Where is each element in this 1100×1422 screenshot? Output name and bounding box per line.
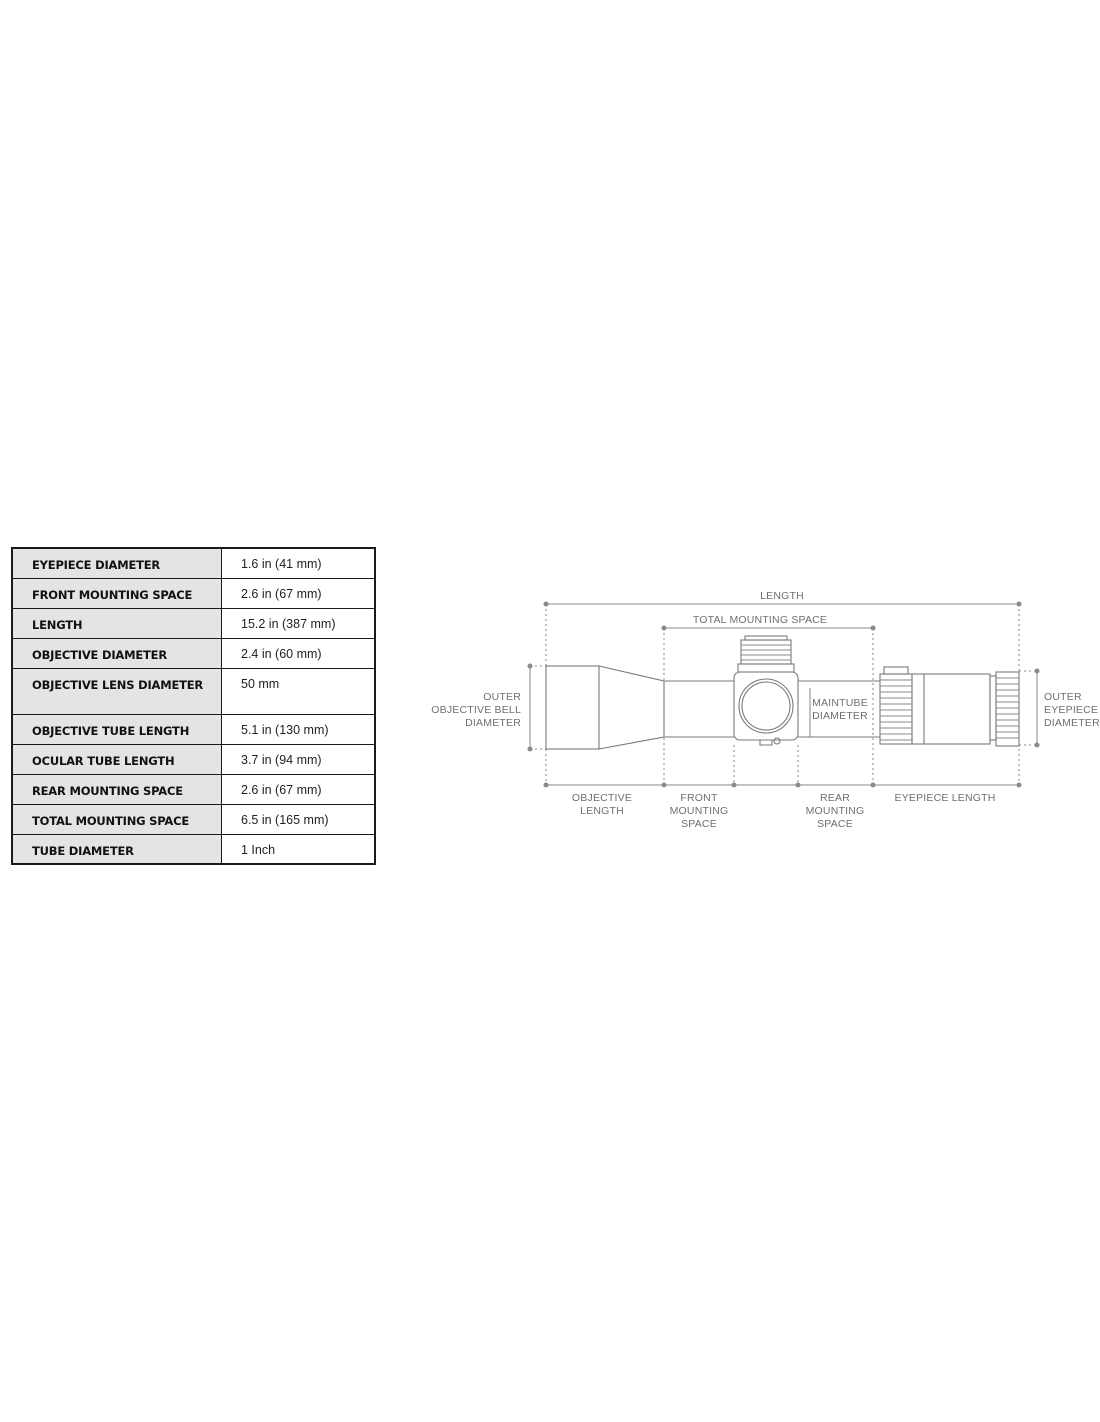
spec-label: TUBE DIAMETER bbox=[12, 834, 222, 864]
spec-row bbox=[12, 774, 375, 804]
total-mounting-space-label: TOTAL MOUNTING SPACE bbox=[692, 614, 828, 626]
svg-text:OBJECTIVE: OBJECTIVE bbox=[571, 792, 633, 804]
spec-label: EYEPIECE DIAMETER bbox=[12, 548, 222, 578]
svg-text:EYEPIECE: EYEPIECE bbox=[1044, 704, 1099, 716]
front-mounting-space-label bbox=[670, 792, 729, 830]
svg-text:SPACE: SPACE bbox=[817, 818, 853, 830]
spec-row bbox=[12, 834, 375, 864]
svg-text:FRONT: FRONT bbox=[680, 792, 718, 804]
eyepiece-length-label: EYEPIECE LENGTH bbox=[894, 792, 996, 804]
svg-text:OUTER: OUTER bbox=[1044, 691, 1082, 703]
spec-label: OBJECTIVE DIAMETER bbox=[12, 638, 222, 668]
spec-value: 1.6 in (41 mm) bbox=[222, 548, 376, 578]
svg-text:REAR: REAR bbox=[820, 792, 850, 804]
spec-label: TOTAL MOUNTING SPACE bbox=[12, 804, 222, 834]
spec-value: 6.5 in (165 mm) bbox=[222, 804, 376, 834]
spec-value: 3.7 in (94 mm) bbox=[222, 744, 376, 774]
spec-label: FRONT MOUNTING SPACE bbox=[12, 578, 222, 608]
scope-outline bbox=[546, 636, 1019, 749]
spec-label: OCULAR TUBE LENGTH bbox=[12, 744, 222, 774]
spec-row bbox=[12, 578, 375, 608]
spec-row bbox=[12, 668, 375, 714]
svg-text:DIAMETER: DIAMETER bbox=[812, 710, 868, 722]
spec-label: OBJECTIVE LENS DIAMETER bbox=[12, 668, 222, 714]
spec-row bbox=[12, 548, 375, 578]
spec-value: 2.6 in (67 mm) bbox=[222, 774, 376, 804]
svg-text:MOUNTING: MOUNTING bbox=[805, 805, 865, 817]
spec-label: OBJECTIVE TUBE LENGTH bbox=[12, 714, 222, 744]
spec-row bbox=[12, 638, 375, 668]
rear-mounting-space-label bbox=[806, 792, 865, 830]
length-label: LENGTH bbox=[760, 590, 804, 602]
spec-row bbox=[12, 744, 375, 774]
dimension-lines bbox=[530, 604, 1037, 785]
svg-text:MAINTUBE: MAINTUBE bbox=[812, 697, 868, 709]
spec-label: REAR MOUNTING SPACE bbox=[12, 774, 222, 804]
svg-text:DIAMETER: DIAMETER bbox=[465, 717, 521, 729]
spec-value: 5.1 in (130 mm) bbox=[222, 714, 376, 744]
svg-text:DIAMETER: DIAMETER bbox=[1044, 717, 1100, 729]
spec-table bbox=[11, 547, 376, 865]
spec-value: 50 mm bbox=[222, 668, 376, 714]
spec-row bbox=[12, 714, 375, 744]
spec-value: 1 Inch bbox=[222, 834, 376, 864]
spec-value: 2.4 in (60 mm) bbox=[222, 638, 376, 668]
outer-objective-bell-diameter-label bbox=[431, 691, 521, 729]
maintube-diameter-label bbox=[812, 697, 868, 722]
scope-dimension-diagram bbox=[430, 575, 1100, 850]
svg-text:LENGTH: LENGTH bbox=[580, 805, 624, 817]
svg-text:OUTER: OUTER bbox=[483, 691, 521, 703]
spec-row bbox=[12, 804, 375, 834]
dimension-endpoints bbox=[528, 602, 1040, 788]
svg-text:OBJECTIVE BELL: OBJECTIVE BELL bbox=[431, 704, 521, 716]
spec-value: 15.2 in (387 mm) bbox=[222, 608, 376, 638]
svg-text:SPACE: SPACE bbox=[681, 818, 717, 830]
objective-length-label bbox=[572, 792, 632, 817]
spec-value: 2.6 in (67 mm) bbox=[222, 578, 376, 608]
outer-eyepiece-diameter-label bbox=[1044, 691, 1100, 729]
spec-label: LENGTH bbox=[12, 608, 222, 638]
spec-row bbox=[12, 608, 375, 638]
svg-text:MOUNTING: MOUNTING bbox=[669, 805, 729, 817]
extension-lines bbox=[530, 604, 1037, 785]
